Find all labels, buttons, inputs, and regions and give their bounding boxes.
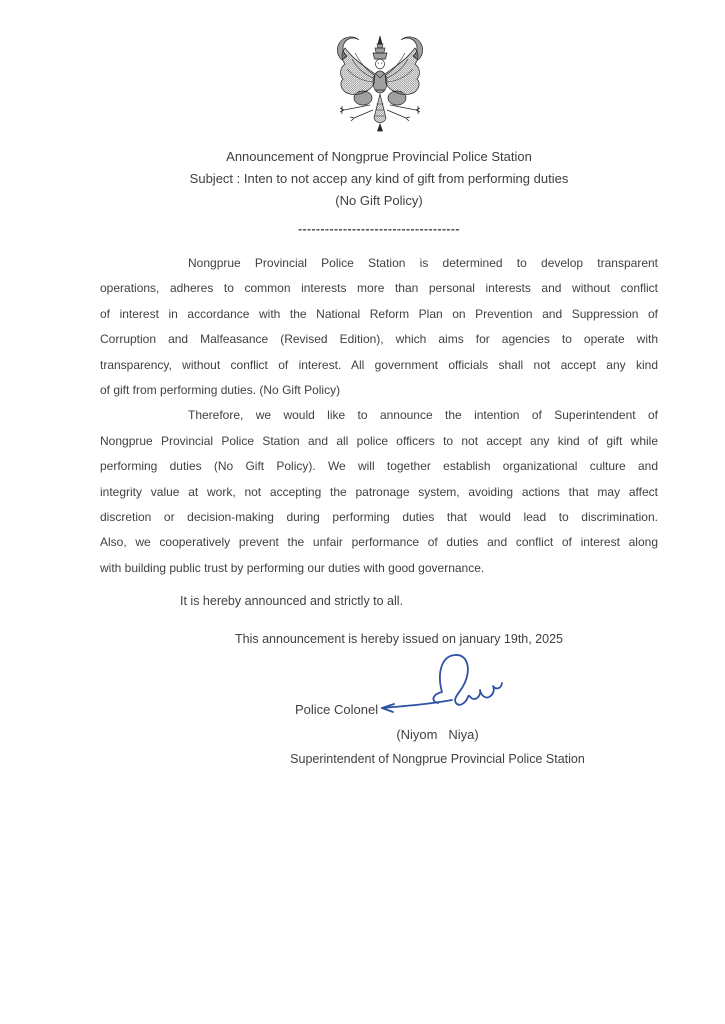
signature [378,650,508,722]
signer-position: Superintendent of Nongprue Provincial Police Station [290,752,585,766]
paragraph-2 [100,403,658,581]
body-text [100,251,658,652]
policy-line: (No Gift Policy) [335,193,423,208]
signer-name: (Niyom Niya) [396,727,479,742]
document-title: Announcement of Nongprue Provincial Police Station [226,149,532,164]
paragraph-line: discretion or decision-making during performing duties that would lead to discrimination. [100,510,658,525]
dashed-divider: ------------------------------------ [298,222,460,236]
paragraph-line: with building public trust by performing our duties with good governance. [100,560,485,575]
garuda-emblem [330,33,430,135]
paragraph-line: Nongprue Provincial Police Station is determined to develop transparent [188,256,658,270]
closing-statement: It is hereby announced and strictly to all. [180,594,404,609]
paragraph-line: of gift from performing duties. (No Gift Policy) [100,383,341,398]
heading-block [100,146,658,240]
signature-ink-icon [378,650,508,722]
signer-rank: Police Colonel [295,702,379,717]
paragraph-line: Therefore, we would like to announce the intention of Superintendent of [188,408,658,423]
paragraph-line: performing duties (No Gift Policy). We will together establish organizational culture and [100,459,658,474]
paragraph-line: Also, we cooperatively prevent the unfair performance of duties and conflict of interest along [100,535,658,550]
issue-date-line: This announcement is hereby issued on january 19th, 2025 [235,631,563,646]
paragraph-line: of interest in accordance with the National Reform Plan on Prevention and Suppression of [100,306,658,321]
paragraph-line: Corruption and Malfeasance (Revised Edition), which aims for agencies to operate with [100,332,658,347]
garuda-emblem-icon [330,33,430,135]
paragraph-line: Nongprue Provincial Police Station and all police officers to not accept any kind of gift while [100,433,658,448]
paragraph-line: transparency, without conflict of interest. All government officials shall not accept any kind [100,357,658,372]
paragraph-line: integrity value at work, not accepting the patronage system, avoiding actions that may affect [100,484,658,499]
subject-line: Subject : Inten to not accep any kind of gift from performing duties [189,171,569,186]
paragraph-1 [100,251,658,403]
paragraph-line: operations, adheres to common interests more than personal interests and without conflict [100,281,658,296]
